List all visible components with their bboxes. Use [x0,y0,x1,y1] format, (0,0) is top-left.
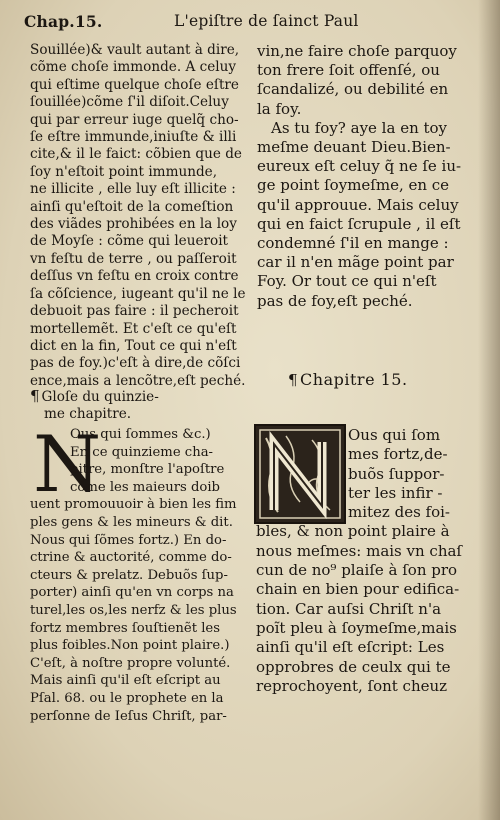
text-line: cõme les maieurs doib [70,479,220,495]
text-line: pitre, monſtre l'apoſtre [70,462,225,478]
text-line: As tu foy? aye la en toy [271,118,448,137]
right-column-text [257,42,462,311]
left-column-text [30,42,246,390]
gloss-body [30,420,240,725]
text-line: mes fortz,de- [348,445,448,464]
text-line: uent promouuoir à bien les fim [30,497,237,513]
chapter-number: Chap.15. [24,12,103,31]
text-line: opprobres de ceulx qui te [256,657,451,676]
text-line: Ous qui ſommes &c.) [70,427,211,442]
text-line: qu'il approuue. Mais celuy [257,195,459,214]
text-line: des viãdes prohibées en la loy [30,216,237,233]
drop-capital: N [33,420,102,510]
text-line: ainſi qu'eſtoit de la comeſtion [30,198,234,215]
chapter-heading [288,370,408,389]
text-line: cun de no⁹ plaiſe à ſon pro [256,561,458,580]
gloss-heading-line: Gloſe du quinzie- [41,389,159,405]
text-line: pas de foy,eſt peché. [257,291,413,310]
text-line: ne illicite , elle luy eſt illicite : [30,181,236,198]
text-line: tion. Car auſsi Chriſt n'a [256,599,442,618]
text-line: reprochoyent, ſont cheuz [256,676,448,695]
text-line: car il n'en mãge point par [257,253,454,272]
text-line: poĩt pleu à ſoymeſme,mais [256,618,457,637]
text-line: nous meſmes: mais vn chaſ [256,541,462,560]
text-line: ſoy n'eſtoit point immunde, [30,163,218,180]
gloss-heading-line: me chapitre. [44,406,132,423]
chapter-body [256,426,466,696]
text-line: cteurs & prelatz. Debuõs ſup- [30,567,228,583]
pilcrow-icon: ¶ [30,387,40,405]
gloss-heading [30,388,240,424]
text-line: qui eſtime quelque choſe eſtre [30,76,239,93]
text-line: eureux eſt celuy q̃ ne ſe iu- [257,157,462,176]
text-line: ctrine & auctorité, comme do- [30,550,232,566]
text-line: Pſal. 68. ou le prophete en la [30,690,224,706]
text-line: deſſus vn feſtu en croix contre [30,268,239,285]
text-line: ſcandalizé, ou debilité en [257,80,449,99]
chapter-title: Chapitre 15. [300,370,408,389]
text-line: debuoit pas faire : il pecheroit [30,303,239,320]
text-line: ter les infir - [348,483,443,502]
text-line: meſme deuant Dieu.Bien- [257,138,451,157]
text-line: porter) ainſi qu'en vn corps na [30,585,234,601]
text-line: En ce quinzieme cha- [70,444,214,460]
text-line: fortz membres ſouſtienẽt les [30,620,220,636]
text-line: ton frere ſoit offenſé, ou [257,61,440,80]
text-line: vin,ne faire choſe parquoy [257,42,457,60]
text-line: Souillée)& vault autant à dire, [30,42,240,58]
text-line: Nous qui ſõmes fortz.) En do- [30,532,227,548]
text-line: de Moyſe : cõme qui leueroit [30,233,229,250]
text-line: cõme choſe immonde. A celuy [30,59,237,76]
text-line: ſa cõſcience, iugeant qu'il ne le [30,285,246,302]
text-line: Ous qui ſom [348,426,441,444]
text-line: mitez des foi- [348,503,450,522]
text-line: dict en la fin, Tout ce qui n'eſt [30,337,237,354]
text-line: la foy. [257,99,302,118]
gutter-shadow [478,0,500,820]
running-title: L'epiſtre de ſainct Paul [174,12,359,30]
text-line: bles, & non point plaire à [256,522,450,541]
text-line: turel,les os,les nerfz & les plus [30,602,237,618]
text-line: C'eſt, à noſtre propre volunté. [30,655,231,671]
text-line: Foy. Or tout ce qui n'eſt [257,272,437,291]
text-line: perſonne de Ieſus Chriſt, par- [30,708,227,724]
text-line: ainſi qu'il eſt eſcript: Les [256,638,445,657]
text-line: cite,& il le faict: cõbien que de [30,146,242,163]
text-line: ge point ſoymeſme, en ce [257,176,450,195]
text-line: Mais ainſi qu'il eſt eſcript au [30,673,221,689]
text-line: pas de foy.)c'eſt à dire,de cõſci [30,355,241,372]
text-line: vn feſtu de terre , ou paſſeroit [30,250,237,267]
text-line: ſouillée)cõme ſ'il diſoit.Celuy [30,94,229,111]
running-header [24,10,464,36]
text-line: qui en faict ſcrupule , il eſt [257,214,461,233]
text-line: chain en bien pour edifica- [256,580,460,599]
text-line: qui par erreur iuge quelq̃ cho- [30,111,239,128]
text-line: buõs ſuppor- [348,464,445,483]
text-line: condemné ſ'il en mange : [257,234,449,253]
text-line: mortellemẽt. Et c'eſt ce qu'eſt [30,320,237,337]
text-line: ſe eſtre immunde,iniuſte & illi [30,129,237,146]
pilcrow-icon: ¶ [288,371,299,389]
text-line: ence,mais a lencõtre,eſt peché. [30,372,246,389]
text-line: ples gens & les mineurs & dit. [30,514,233,530]
text-line: plus foibles.Non point plaire.) [30,638,230,654]
